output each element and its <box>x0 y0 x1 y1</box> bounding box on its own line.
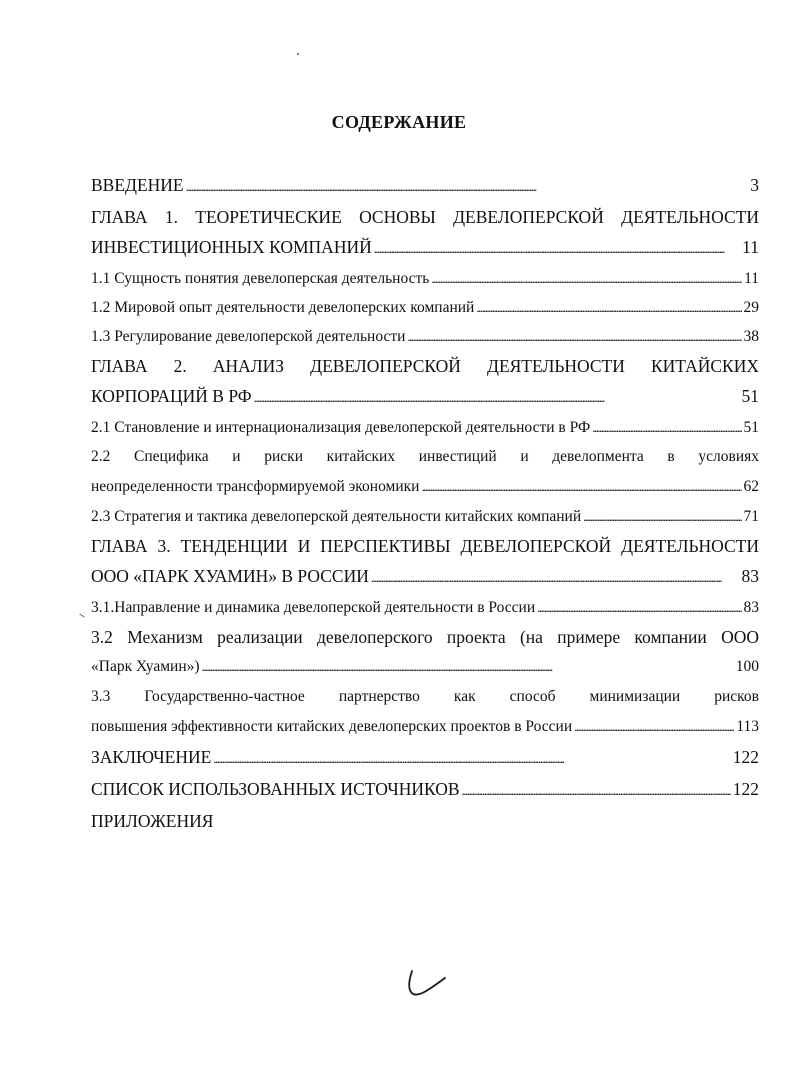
dot-leader <box>574 712 734 742</box>
handwritten-signature <box>404 968 450 998</box>
toc-entry-text: 3.3 Государственно-частное партнерство как способ минимизации рисков <box>91 688 759 705</box>
toc-entry-text: 1.3 Регулирование девелоперской деятельности <box>91 328 406 345</box>
toc-entry-2-3[interactable] <box>91 502 759 531</box>
scan-mark-dot <box>297 53 299 55</box>
dot-leader <box>476 293 741 322</box>
page-title: СОДЕРЖАНИЕ <box>331 112 467 132</box>
toc-page-number: 83 <box>743 599 759 616</box>
toc-page-number: 122 <box>732 747 759 767</box>
toc-page-number: 113 <box>736 718 759 735</box>
table-of-contents <box>91 170 759 836</box>
toc-entry-text: КОРПОРАЦИЙ В РФ <box>91 386 252 406</box>
toc-entry-2-1[interactable] <box>91 413 759 442</box>
dot-leader <box>431 264 742 293</box>
toc-entry-text: «Парк Хуамин») <box>91 658 200 675</box>
toc-entry-text: ГЛАВА 1. ТЕОРЕТИЧЕСКИЕ ОСНОВЫ ДЕВЕЛОПЕРСКОЙ ДЕЯТЕЛЬНОСТИ <box>91 207 759 227</box>
toc-entry-sources[interactable] <box>91 774 759 806</box>
toc-entry-text: ВВЕДЕНИЕ <box>91 175 184 195</box>
toc-page-number: 100 <box>735 658 759 675</box>
toc-entry-chapter-1[interactable] <box>91 202 759 264</box>
toc-page-number: 3 <box>750 175 759 195</box>
toc-entry-text: 1.1 Сущность понятия девелоперская деятельность <box>91 270 430 287</box>
toc-entry-text: 1.2 Мировой опыт деятельности девелоперских компаний <box>91 299 475 316</box>
toc-entry-text: 2.2 Специфика и риски китайских инвестиций и девелопмента в условиях <box>91 448 759 465</box>
dot-leader <box>462 774 731 806</box>
scan-mark-tick <box>79 613 84 617</box>
toc-page-number: 122 <box>732 779 759 799</box>
toc-entry-text: ГЛАВА 2. АНАЛИЗ ДЕВЕЛОПЕРСКОЙ ДЕЯТЕЛЬНОСТИ КИТАЙСКИХ <box>91 356 759 376</box>
toc-entry-1-2[interactable] <box>91 293 759 322</box>
dot-leader <box>213 742 730 774</box>
toc-entry-1-3[interactable] <box>91 322 759 351</box>
toc-entry-text: 3.1.Направление и динамика девелоперской деятельности в России <box>91 599 536 616</box>
toc-page-number: 29 <box>743 299 759 316</box>
toc-entry-text: 2.3 Стратегия и тактика девелоперской деятельности китайских компаний <box>91 508 582 525</box>
toc-page-number: 62 <box>743 478 759 495</box>
toc-entry-3-1[interactable] <box>91 593 759 622</box>
dot-leader <box>592 413 741 442</box>
toc-page-number: 51 <box>741 386 759 406</box>
toc-entry-text: повышения эффективности китайских девелоперских проектов в России <box>91 718 573 735</box>
toc-page-number: 11 <box>742 237 759 257</box>
dot-leader <box>537 593 741 622</box>
toc-page-number: 83 <box>741 566 759 586</box>
toc-entry-chapter-2[interactable] <box>91 351 759 413</box>
toc-page-number: 38 <box>743 328 759 345</box>
toc-entry-3-3[interactable] <box>91 682 759 742</box>
dot-leader <box>374 232 740 264</box>
dot-leader <box>583 502 741 531</box>
toc-entry-2-2[interactable] <box>91 442 759 502</box>
toc-entry-1-1[interactable] <box>91 264 759 293</box>
toc-entry-text: неопределенности трансформируемой экономики <box>91 478 420 495</box>
toc-page-number: 71 <box>743 508 759 525</box>
toc-entry-text: ПРИЛОЖЕНИЯ <box>91 811 214 831</box>
toc-entry-chapter-3[interactable] <box>91 531 759 593</box>
toc-page-number: 11 <box>744 270 759 287</box>
dot-leader <box>421 472 741 502</box>
toc-entry-conclusion[interactable] <box>91 742 759 774</box>
dot-leader <box>186 170 749 202</box>
dot-leader <box>371 561 740 593</box>
dot-leader <box>254 381 740 413</box>
toc-entry-text: 3.2 Механизм реализации девелоперского проекта (на примере компании ООО <box>91 627 759 647</box>
toc-entry-text: ООО «ПАРК ХУАМИН» В РОССИИ <box>91 566 369 586</box>
toc-entry-3-2[interactable] <box>91 622 759 682</box>
toc-entry-text: СПИСОК ИСПОЛЬЗОВАННЫХ ИСТОЧНИКОВ <box>91 779 460 799</box>
toc-entry-intro[interactable] <box>91 170 759 202</box>
toc-entry-text: ГЛАВА 3. ТЕНДЕНЦИИ И ПЕРСПЕКТИВЫ ДЕВЕЛОПЕРСКОЙ ДЕЯТЕЛЬНОСТИ <box>91 536 759 556</box>
dot-leader <box>202 652 734 682</box>
dot-leader <box>407 322 741 351</box>
toc-page-number: 51 <box>743 419 759 436</box>
toc-entry-text: ИНВЕСТИЦИОННЫХ КОМПАНИЙ <box>91 237 372 257</box>
toc-entry-text: ЗАКЛЮЧЕНИЕ <box>91 747 212 767</box>
toc-entry-appendix[interactable] <box>91 806 759 836</box>
toc-entry-text: 2.1 Становление и интернационализация девелоперской деятельности в РФ <box>91 419 591 436</box>
